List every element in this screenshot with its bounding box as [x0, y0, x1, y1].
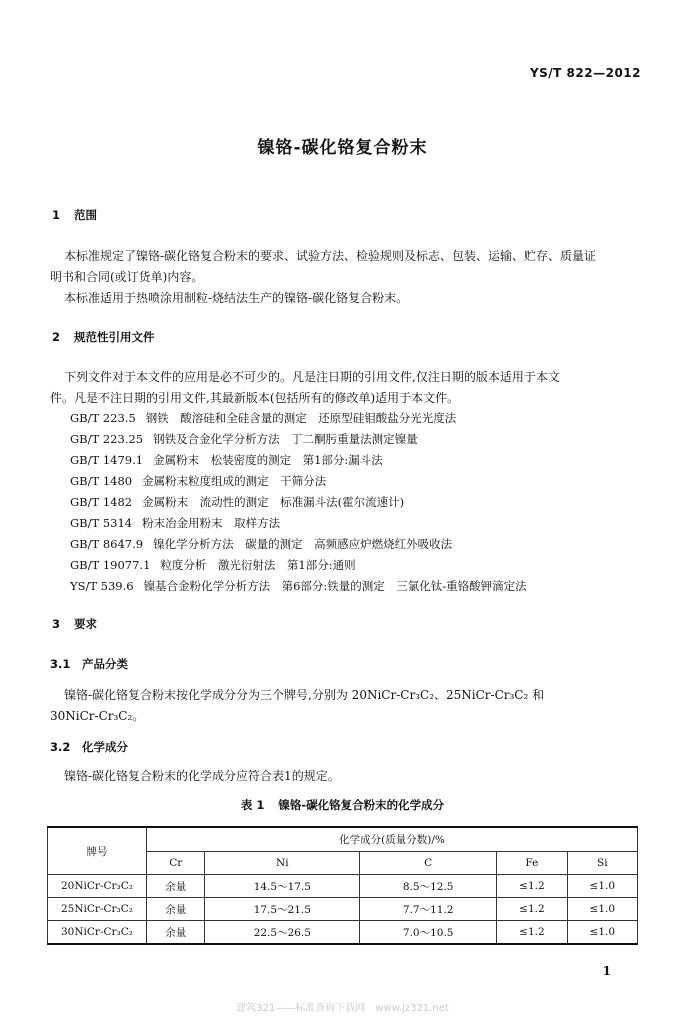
- reference-item: [70, 452, 383, 468]
- section-3-2-number: 3.2: [50, 740, 71, 754]
- grade-cell: 20NiCr-Cr₃C₂: [48, 875, 147, 898]
- reference-code: YS/T 539.6: [70, 579, 134, 593]
- grade-cell: 25NiCr-Cr₃C₂: [48, 898, 147, 921]
- table-row: [48, 875, 638, 898]
- reference-code: GB/T 223.25: [70, 432, 144, 446]
- section-1-heading: [52, 207, 97, 223]
- table-header-row: [48, 827, 638, 852]
- section-3-2-heading: [50, 739, 128, 755]
- table-row: [48, 898, 638, 921]
- table-cell: 7.7～11.2: [360, 898, 497, 921]
- section-3-1-para-line-1: 镍铬-碳化铬复合粉末按化学成分分为三个牌号,分别为 20NiCr-Cr₃C₂、25NiCr-Cr₃C₂ 和: [64, 688, 545, 702]
- table-cell: ≤1.2: [497, 875, 567, 898]
- table-cell: ≤1.0: [567, 898, 637, 921]
- page-number: 1: [602, 964, 611, 978]
- section-3-number: 3: [52, 617, 61, 631]
- reference-item: [70, 473, 326, 489]
- section-3-2-para: 镍铬-碳化铬复合粉末的化学成分应符合表1的规定。: [64, 769, 340, 783]
- table-cell: 17.5～21.5: [205, 898, 360, 921]
- section-1-number: 1: [52, 208, 61, 222]
- table-cell: 余量: [147, 875, 205, 898]
- reference-title: 镍基合金粉化学分析方法 第6部分:铁量的测定 三氯化钛-重铬酸钾滴定法: [143, 579, 527, 593]
- reference-code: GB/T 19077.1: [70, 558, 151, 572]
- table-cell: ≤1.2: [497, 898, 567, 921]
- reference-title: 粒度分析 激光衍射法 第1部分:通则: [160, 558, 356, 572]
- reference-code: GB/T 1482: [70, 495, 133, 509]
- standard-code: YS/T 822—2012: [529, 66, 641, 80]
- section-3-1-title: 产品分类: [82, 657, 128, 671]
- section-3-1-number: 3.1: [50, 657, 71, 671]
- table-1-number: 表 1: [240, 798, 265, 812]
- chemical-composition-table: [47, 826, 638, 945]
- section-1-para-2: 本标准适用于热喷涂用制粒-烧结法生产的镍铬-碳化铬复合粉末。: [64, 291, 409, 305]
- reference-title: 金属粉末粒度组成的测定 干筛分法: [142, 474, 327, 488]
- section-1-para-1-line-2: 明书和合同(或订货单)内容。: [50, 270, 204, 284]
- table-cell: 14.5～17.5: [205, 875, 360, 898]
- reference-item: [70, 494, 404, 510]
- reference-title: 钢铁及合金化学分析方法 丁二酮肟重量法测定镍量: [153, 432, 418, 446]
- section-2-heading: [52, 329, 155, 345]
- reference-item: [70, 431, 418, 447]
- column-header-c: C: [360, 852, 497, 875]
- column-header-ni: Ni: [205, 852, 360, 875]
- column-header-fe: Fe: [497, 852, 567, 875]
- reference-item: [70, 410, 456, 426]
- watermark: 建筑321——标准查询下载网 www.jz321.net: [236, 1003, 449, 1014]
- reference-title: 钢铁 酸溶硅和全硅含量的测定 还原型硅钼酸盐分光光度法: [145, 411, 457, 425]
- table-row: [48, 921, 638, 945]
- reference-title: 镍化学分析方法 碳量的测定 高频感应炉燃烧红外吸收法: [153, 537, 453, 551]
- reference-item: [70, 536, 452, 552]
- table-cell: ≤1.2: [497, 921, 567, 945]
- document-title: 镍铬-碳化铬复合粉末: [257, 138, 428, 158]
- section-3-title: 要求: [74, 617, 97, 631]
- composition-header: 化学成分(质量分数)/%: [147, 827, 638, 852]
- table-cell: 22.5～26.5: [205, 921, 360, 945]
- section-3-1-para-line-2: 30NiCr-Cr₃C₂。: [50, 709, 145, 723]
- section-3-heading: [52, 616, 97, 632]
- reference-code: GB/T 1480: [70, 474, 133, 488]
- section-2-title: 规范性引用文件: [74, 330, 155, 344]
- table-cell: ≤1.0: [567, 921, 637, 945]
- table-cell: 余量: [147, 898, 205, 921]
- column-header-si: Si: [567, 852, 637, 875]
- grade-cell: 30NiCr-Cr₃C₂: [48, 921, 147, 945]
- table-cell: ≤1.0: [567, 875, 637, 898]
- section-3-1-heading: [50, 656, 128, 672]
- reference-item: [70, 557, 356, 573]
- reference-item: [70, 578, 527, 594]
- reference-code: GB/T 1479.1: [70, 453, 144, 467]
- reference-code: GB/T 5314: [70, 516, 133, 530]
- table-1-title: 镍铬-碳化铬复合粉末的化学成分: [278, 798, 445, 812]
- table-cell: 余量: [147, 921, 205, 945]
- section-2-number: 2: [52, 330, 61, 344]
- reference-item: [70, 515, 280, 531]
- section-2-para-1-line-1: 下列文件对于本文件的应用是必不可少的。凡是注日期的引用文件,仅注日期的版本适用于本文: [64, 370, 560, 384]
- section-1-title: 范围: [74, 208, 97, 222]
- reference-code: GB/T 223.5: [70, 411, 136, 425]
- section-3-2-title: 化学成分: [82, 740, 128, 754]
- grade-header: 牌号: [48, 827, 147, 875]
- reference-title: 金属粉末 松装密度的测定 第1部分:漏斗法: [153, 453, 383, 467]
- reference-code: GB/T 8647.9: [70, 537, 144, 551]
- reference-title: 粉末冶金用粉末 取样方法: [142, 516, 281, 530]
- column-header-cr: Cr: [147, 852, 205, 875]
- section-1-para-1-line-1: 本标准规定了镍铬-碳化铬复合粉末的要求、试验方法、检验规则及标志、包装、运输、贮存、质量证: [64, 249, 597, 263]
- section-2-para-1-line-2: 件。凡是不注日期的引用文件,其最新版本(包括所有的修改单)适用于本文件。: [50, 391, 460, 405]
- table-cell: 8.5～12.5: [360, 875, 497, 898]
- table-1-caption: [0, 797, 685, 813]
- table-cell: 7.0～10.5: [360, 921, 497, 945]
- reference-title: 金属粉末 流动性的测定 标准漏斗法(霍尔流速计): [142, 495, 405, 509]
